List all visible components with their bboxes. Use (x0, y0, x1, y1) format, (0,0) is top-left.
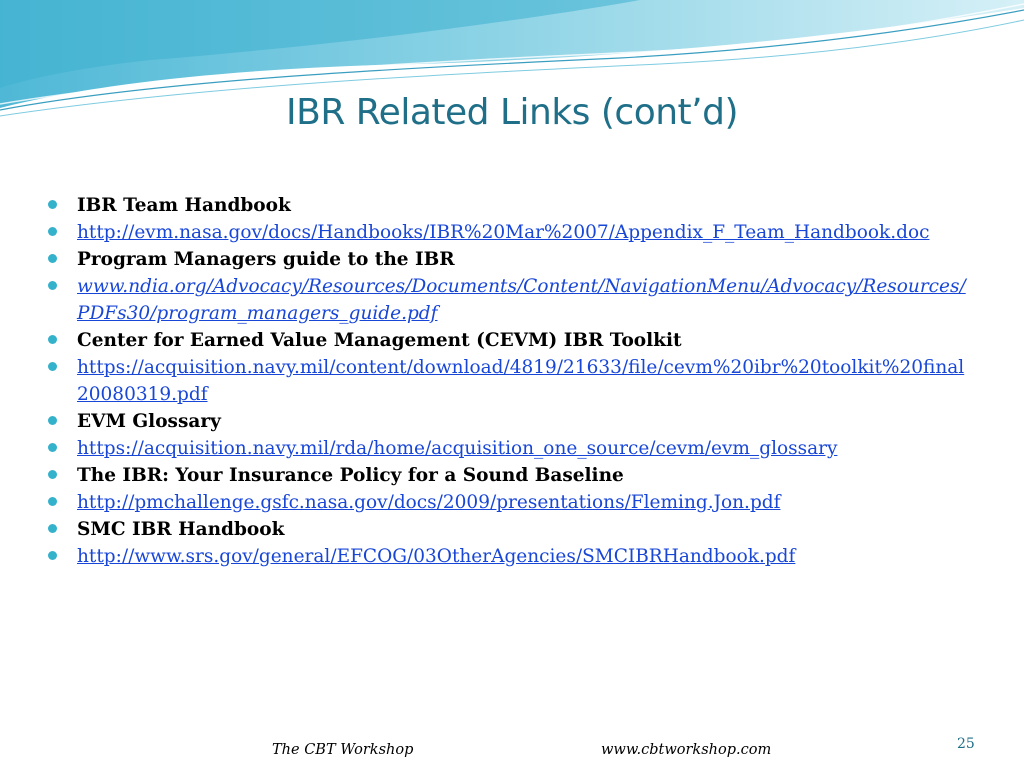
resource-link[interactable]: https://acquisition.navy.mil/rda/home/acquisition_one_source/cevm/evm_glossary (77, 438, 838, 459)
footer-org: The CBT Workshop (272, 742, 414, 758)
link-list-item (44, 489, 974, 516)
bullet-icon (48, 335, 57, 344)
resource-title: Center for Earned Value Management (CEVM) IBR Toolkit (77, 330, 682, 351)
bullet-icon (48, 551, 57, 560)
heading-list-item (44, 408, 974, 435)
resource-link[interactable]: https://acquisition.navy.mil/content/download/4819/21633/file/cevm%20ibr%20toolkit%20final20080319.pdf (77, 357, 965, 405)
slide-title: IBR Related Links (cont’d) (286, 92, 738, 133)
bullet-icon (48, 281, 57, 290)
heading-list-item (44, 327, 974, 354)
bullet-icon (48, 443, 57, 452)
link-list-item (44, 219, 974, 246)
heading-list-item (44, 516, 974, 543)
footer-website: www.cbtworkshop.com (601, 742, 772, 758)
resource-title: SMC IBR Handbook (77, 519, 285, 540)
bullet-icon (48, 416, 57, 425)
resource-link[interactable]: http://evm.nasa.gov/docs/Handbooks/IBR%20Mar%2007/Appendix_F_Team_Handbook.doc (77, 222, 930, 243)
bullet-icon (48, 362, 57, 371)
bullet-icon (48, 227, 57, 236)
resource-title: EVM Glossary (77, 411, 221, 432)
resource-title: IBR Team Handbook (77, 195, 291, 216)
links-list (44, 192, 974, 570)
resource-link[interactable]: http://www.srs.gov/general/EFCOG/03OtherAgencies/SMCIBRHandbook.pdf (77, 546, 796, 567)
heading-list-item (44, 462, 974, 489)
bullet-icon (48, 524, 57, 533)
heading-list-item (44, 246, 974, 273)
resource-link[interactable]: www.ndia.org/Advocacy/Resources/Documents/Content/NavigationMenu/Advocacy/Resources/PDFs30/program_managers_guide.pdf (77, 276, 966, 324)
bullet-icon (48, 470, 57, 479)
link-list-item (44, 273, 974, 327)
link-list-item (44, 543, 974, 570)
resource-link[interactable]: http://pmchallenge.gsfc.nasa.gov/docs/2009/presentations/Fleming.Jon.pdf (77, 492, 781, 513)
link-list-item (44, 435, 974, 462)
link-list-item (44, 354, 974, 408)
resource-title: The IBR: Your Insurance Policy for a Sound Baseline (77, 465, 624, 486)
bullet-icon (48, 254, 57, 263)
heading-list-item (44, 192, 974, 219)
resource-title: Program Managers guide to the IBR (77, 249, 455, 270)
page-number: 25 (957, 736, 975, 752)
bullet-icon (48, 200, 57, 209)
bullet-icon (48, 497, 57, 506)
